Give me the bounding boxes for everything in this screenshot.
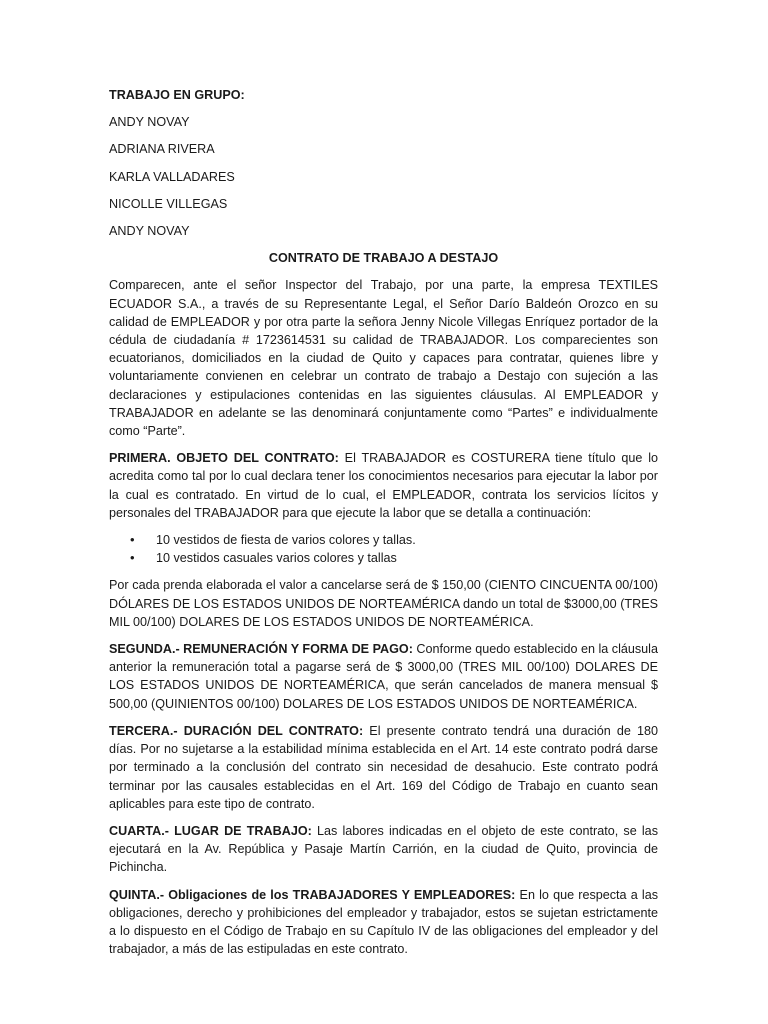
clause-heading: TERCERA.- DURACIÓN DEL CONTRATO: — [109, 723, 364, 738]
clause-heading: SEGUNDA.- REMUNERACIÓN Y FORMA DE PAGO: — [109, 642, 413, 657]
item-list — [109, 531, 658, 567]
clause-cuarta — [109, 822, 658, 877]
clause-tercera — [109, 722, 658, 813]
group-title: TRABAJO EN GRUPO: — [109, 88, 245, 102]
clause-text: El TRABAJADOR es COSTURERA tiene título que lo acredita como tal por lo cual declara tener los conocimientos necesarios para ejecutar la labor por la cual es contratado. En virtud de lo cual, el EMPLEADOR, contrata los servicios lícitos y personales del TRABAJADOR para que ejecute la labor que se detalla a continuación: — [109, 451, 658, 520]
clause-segunda — [109, 640, 658, 713]
list-item — [109, 531, 658, 549]
bullet-icon: • — [130, 532, 135, 548]
list-item — [109, 549, 658, 567]
clause-heading: CUARTA.- LUGAR DE TRABAJO: — [109, 823, 312, 838]
list-item-text: 10 vestidos casuales varios colores y tallas — [156, 551, 397, 566]
clause-heading: PRIMERA. OBJETO DEL CONTRATO: — [109, 451, 339, 466]
clause-quinta — [109, 886, 658, 959]
group-member: ANDY NOVAY — [109, 115, 190, 130]
clause-text: Conforme quedo establecido en la cláusula anterior la remuneración total a pagarse será de $ 3000,00 (TRES MIL 00/100) DOLARES DE LOS ESTADOS UNIDOS DE NORTEAMÉRICA, que serán cancelados de manera mensual $ 500,00 (QUINIENTOS 00/100) DOLARES DE LOS ESTADOS UNIDOS DE NORTEAMÉRICA. — [109, 642, 658, 711]
price-paragraph: Por cada prenda elaborada el valor a cancelarse será de $ 150,00 (CIENTO CINCUENTA 00/100) DÓLARES DE LOS ESTADOS UNIDOS DE NORTEAMÉRICA dando un total de $3000,00 (TRES MIL 00/100) DOLARES DE LOS ESTADOS UNIDOS DE NORTEAMÉRICA. — [109, 578, 658, 629]
intro-paragraph: Comparecen, ante el señor Inspector del Trabajo, por una parte, la empresa TEXTILES ECUADOR S.A., a través de su Representante Legal, el Señor Darío Baldeón Orozco en su calidad de EMPLEADOR y por otra parte la señora Jenny Nicole Villegas Enríquez portador de la cédula de ciudadanía # 1723614531 su calidad de TRABAJADOR. Los comparecientes son ecuatorianos, domiciliados en la ciudad de Quito y capaces para contratar, quienes libre y voluntariamente convienen en celebrar un contrato de trabajo a Destajo con sujeción a las declaraciones y estipulaciones contenidas en las siguientes cláusulas. Al EMPLEADOR y TRABAJADOR en adelante se las denominará conjuntamente como “Partes” e individualmente como “Parte”. — [109, 278, 658, 439]
clause-text: Las labores indicadas en el objeto de este contrato, se las ejecutará en la Av. República y Pasaje Martín Carrión, en la ciudad de Quito, provincia de Pichincha. — [109, 823, 658, 875]
group-member: KARLA VALLADARES — [109, 169, 235, 184]
list-item-text: 10 vestidos de fiesta de varios colores y tallas. — [156, 533, 416, 548]
clause-text: En lo que respecta a las obligaciones, derecho y prohibiciones del empleador y trabajador, estos se sujetan estrictamente a lo dispuesto en el Código de Trabajo en su Capítulo IV de las obligaciones del empleador y del trabajador, a más de las estipuladas en este contrato. — [109, 887, 659, 957]
group-member: ADRIANA RIVERA — [109, 142, 215, 157]
bullet-icon: • — [130, 550, 135, 566]
contract-title: CONTRATO DE TRABAJO A DESTAJO — [268, 251, 499, 266]
group-member: NICOLLE VILLEGAS — [109, 196, 228, 211]
clause-primera — [109, 449, 658, 522]
document-page — [109, 86, 658, 967]
clause-text: El presente contrato tendrá una duración de 180 días. Por no sujetarse a la estabilidad mínima establecida en el Art. 14 este contrato podrá darse por terminado a la conclusión del contrato sin necesidad de desahucio. Este contrato podrá terminar por las causales establecidas en el Art. 169 del Código de Trabajo en cuanto sean aplicables para este tipo de contrato. — [109, 723, 658, 811]
group-member: ANDY NOVAY — [109, 224, 190, 239]
clause-heading: QUINTA.- Obligaciones de los TRABAJADORES Y EMPLEADORES: — [109, 887, 516, 902]
